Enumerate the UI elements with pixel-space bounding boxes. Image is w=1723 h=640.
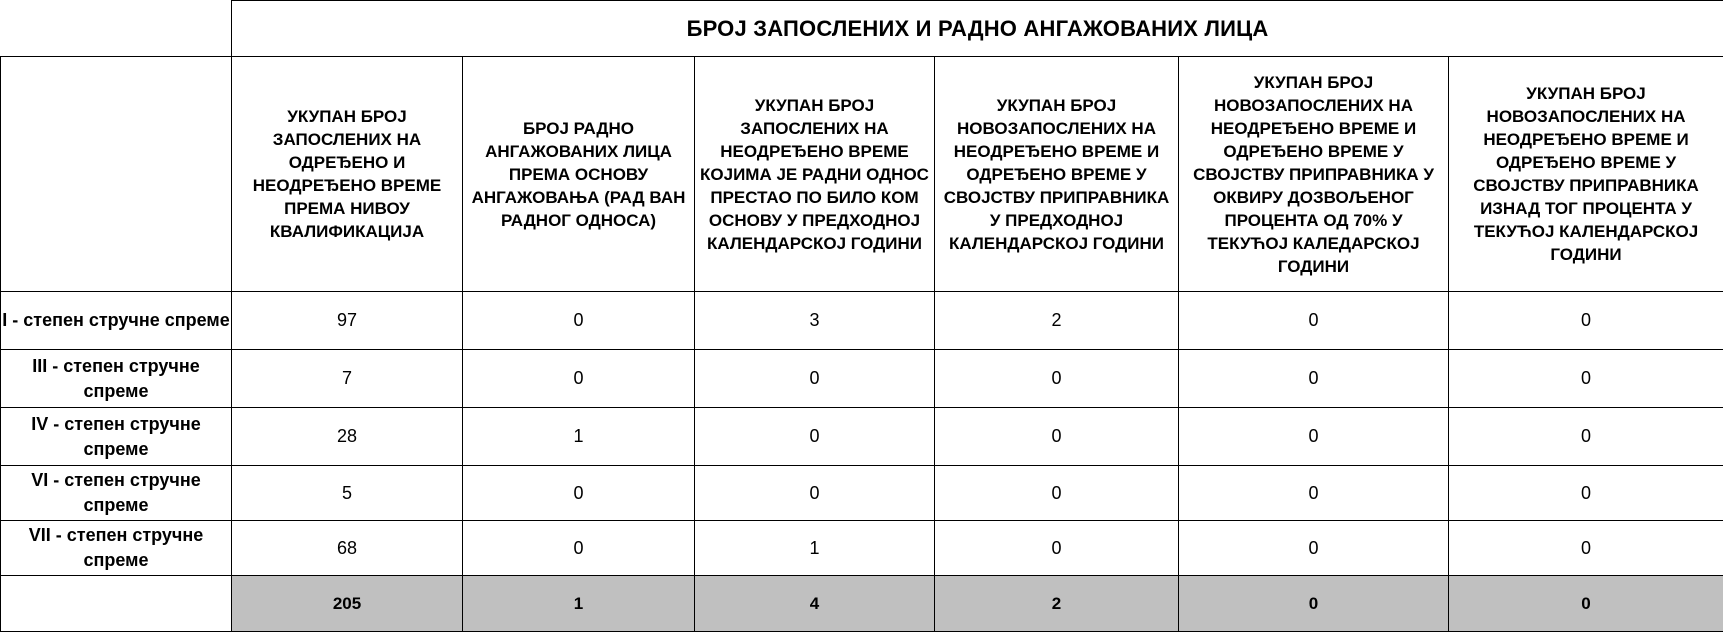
table-cell: 0 bbox=[695, 408, 935, 466]
table-cell: 0 bbox=[1449, 521, 1723, 576]
table-cell: 0 bbox=[463, 521, 695, 576]
header-row bbox=[1, 57, 1723, 292]
table-cell: 5 bbox=[232, 466, 463, 521]
column-header-total-employees: УКУПАН БРОЈ ЗАПОСЛЕНИХ НА ОДРЕЂЕНО И НЕОДРЕЂЕНО ВРЕМЕ ПРЕМА НИВОУ КВАЛИФИКАЦИЈА bbox=[232, 57, 463, 292]
row-label: VI - степен стручне спреме bbox=[1, 466, 232, 521]
table-cell: 28 bbox=[232, 408, 463, 466]
table-row bbox=[1, 408, 1723, 466]
table-cell: 2 bbox=[935, 292, 1179, 350]
total-cell: 0 bbox=[1179, 576, 1449, 632]
table-cell: 97 bbox=[232, 292, 463, 350]
table-cell: 0 bbox=[935, 408, 1179, 466]
column-header-terminated: УКУПАН БРОЈ ЗАПОСЛЕНИХ НА НЕОДРЕЂЕНО ВРЕМЕ КОЈИМА ЈЕ РАДНИ ОДНОС ПРЕСТАО ПО БИЛО КОМ ОСНОВУ У ПРЕДХОДНОЈ КАЛЕНДАРСКОЈ ГОДИНИ bbox=[695, 57, 935, 292]
total-cell: 2 bbox=[935, 576, 1179, 632]
total-cell: 4 bbox=[695, 576, 935, 632]
column-header-engaged-persons: БРОЈ РАДНО АНГАЖОВАНИХ ЛИЦА ПРЕМА ОСНОВУ АНГАЖОВАЊА (РАД ВАН РАДНОГ ОДНОСА) bbox=[463, 57, 695, 292]
table-cell: 0 bbox=[695, 466, 935, 521]
table-row bbox=[1, 350, 1723, 408]
table-cell: 1 bbox=[463, 408, 695, 466]
total-cell: 0 bbox=[1449, 576, 1723, 632]
table-cell: 0 bbox=[1449, 350, 1723, 408]
table-cell: 0 bbox=[1449, 292, 1723, 350]
table-cell: 3 bbox=[695, 292, 935, 350]
total-cell: 1 bbox=[463, 576, 695, 632]
column-header-new-interns-above-percent: УКУПАН БРОЈ НОВОЗАПОСЛЕНИХ НА НЕОДРЕЂЕНО ВРЕМЕ И ОДРЕЂЕНО ВРЕМЕ У СВОЈСТВУ ПРИПРАВНИКА ИЗНАД ТОГ ПРОЦЕНТА У ТЕКУЋОЈ КАЛЕНДАРСКОЈ ГОДИНИ bbox=[1449, 57, 1723, 292]
row-label: VII - степен стручне спреме bbox=[1, 521, 232, 576]
table-cell: 1 bbox=[695, 521, 935, 576]
table-title: БРОЈ ЗАПОСЛЕНИХ И РАДНО АНГАЖОВАНИХ ЛИЦА bbox=[232, 1, 1723, 57]
column-header-new-interns-within-70: УКУПАН БРОЈ НОВОЗАПОСЛЕНИХ НА НЕОДРЕЂЕНО ВРЕМЕ И ОДРЕЂЕНО ВРЕМЕ У СВОЈСТВУ ПРИПРАВНИКА У ОКВИРУ ДОЗВОЉЕНОГ ПРОЦЕНТА ОД 70% У ТЕКУЋОЈ КАЛЕДАРСКОЈ ГОДИНИ bbox=[1179, 57, 1449, 292]
table-cell: 0 bbox=[1449, 408, 1723, 466]
table-cell: 0 bbox=[1179, 408, 1449, 466]
table-cell: 0 bbox=[935, 466, 1179, 521]
table-cell: 0 bbox=[463, 466, 695, 521]
total-cell: 205 bbox=[232, 576, 463, 632]
table-cell: 7 bbox=[232, 350, 463, 408]
row-label: I - степен стручне спреме bbox=[1, 292, 232, 350]
table-cell: 68 bbox=[232, 521, 463, 576]
totals-row bbox=[1, 576, 1723, 632]
header-corner-cell bbox=[1, 57, 232, 292]
totals-label-cell bbox=[1, 576, 232, 632]
table-cell: 0 bbox=[695, 350, 935, 408]
table-row bbox=[1, 521, 1723, 576]
title-row bbox=[1, 1, 1723, 57]
table-cell: 0 bbox=[935, 350, 1179, 408]
table-cell: 0 bbox=[1179, 466, 1449, 521]
table-cell: 0 bbox=[1179, 350, 1449, 408]
table-row bbox=[1, 292, 1723, 350]
table-cell: 0 bbox=[1449, 466, 1723, 521]
table-cell: 0 bbox=[1179, 292, 1449, 350]
table-row bbox=[1, 466, 1723, 521]
table-cell: 0 bbox=[463, 350, 695, 408]
row-label: III - степен стручне спреме bbox=[1, 350, 232, 408]
row-label: IV - степен стручне спреме bbox=[1, 408, 232, 466]
corner-cell bbox=[1, 1, 232, 57]
table-cell: 0 bbox=[935, 521, 1179, 576]
column-header-new-interns-previous-year: УКУПАН БРОЈ НОВОЗАПОСЛЕНИХ НА НЕОДРЕЂЕНО ВРЕМЕ И ОДРЕЂЕНО ВРЕМЕ У СВОЈСТВУ ПРИПРАВНИКА У ПРЕДХОДНОЈ КАЛЕНДАРСКОЈ ГОДИНИ bbox=[935, 57, 1179, 292]
table-cell: 0 bbox=[1179, 521, 1449, 576]
table-cell: 0 bbox=[463, 292, 695, 350]
